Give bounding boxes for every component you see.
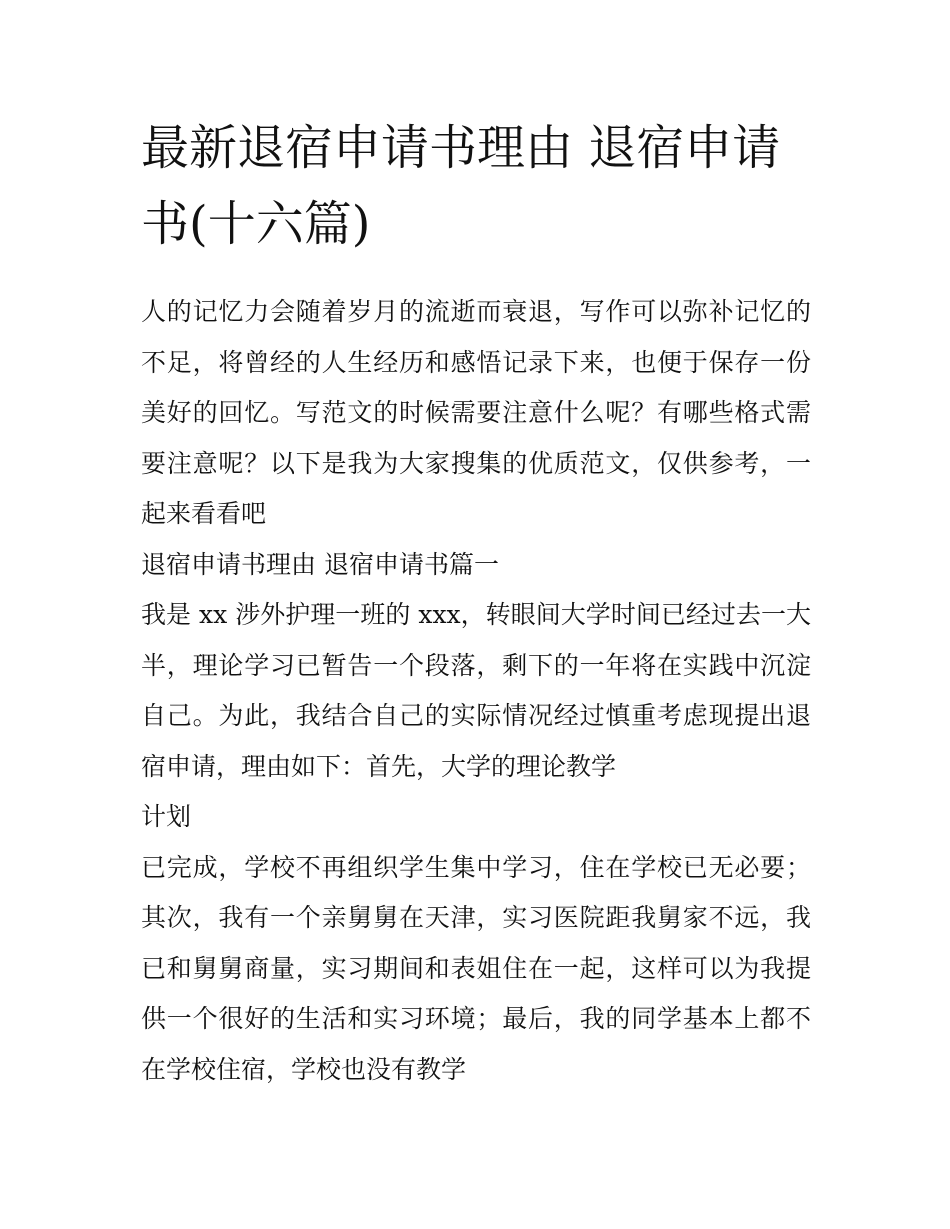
body-paragraph-1: 我是 xx 涉外护理一班的 xxx，转眼间大学时间已经过去一大半，理论学习已暂告一个段落，剩下的一年将在实践中沉淀自己。为此，我结合自己的实际情况经过慎重考虑现提出退宿申请，理由如下：首先，大学的理论教学 — [141, 600, 811, 781]
intro-paragraph: 人的记忆力会随着岁月的流逝而衰退，写作可以弥补记忆的不足，将曾经的人生经历和感悟记录下来，也便于保存一份美好的回忆。写范文的时候需要注意什么呢？有哪些格式需要注意呢？以下是我为大家搜集的优质范文，仅供参考，一起来看看吧 — [141, 297, 811, 528]
body-paragraph-2: 计划 — [141, 802, 192, 831]
document-title: 最新退宿申请书理由 退宿申请书(十六篇) — [141, 120, 781, 252]
section-heading: 退宿申请书理由 退宿申请书篇一 — [141, 549, 499, 579]
body-paragraph-3: 已完成，学校不再组织学生集中学习，住在学校已无必要；其次，我有一个亲舅舅在天津，实习医院距我舅家不远，我已和舅舅商量，实习期间和表姐住在一起，这样可以为我提供一个很好的生活和实习环境；最后，我的同学基本上都不在学校住宿，学校也没有教学 — [141, 852, 811, 1084]
document-content — [141, 110, 811, 1095]
